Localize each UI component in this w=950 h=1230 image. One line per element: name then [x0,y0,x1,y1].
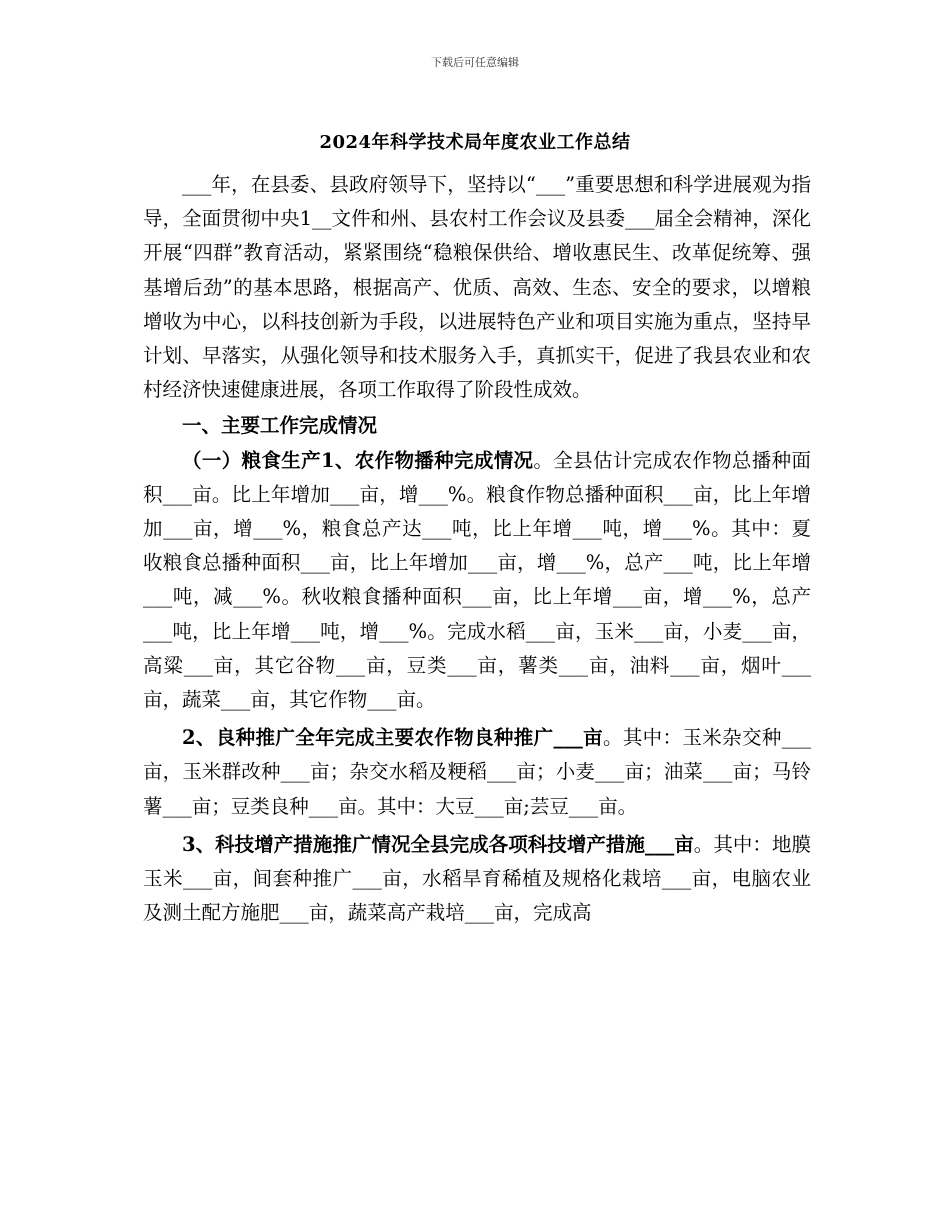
paragraph-lead: （一）粮食生产1、农作物播种完成情况 [182,448,534,472]
paragraph-text: 。其中：地膜玉米___亩，间套种推广___亩，水稻旱育稀植及规格化栽培___亩，电脑农业及测土配方施肥___亩，蔬菜高产栽培___亩，完成高 [143,832,811,925]
paragraph-text: 。其中：玉米杂交种___亩，玉米群改种___亩；杂交水稻及粳稻___亩；小麦___亩；油菜___亩；马铃薯___亩；豆类良种___亩。其中：大豆___亩;芸豆___亩。 [143,726,811,818]
document-body [143,168,811,930]
section-heading: 一、主要工作完成情况 [182,414,378,438]
paragraph-text: 。全县估计完成农作物总播种面积___亩。比上年增加___亩，增___%。粮食作物总播种面积___亩，比上年增加___亩，增___%，粮食总产达___吨，比上年增___吨，增___%。其中：夏收粮食总播种面积___亩，比上年增加___亩，增___%，总产___吨，比上年增___吨，减___%。秋收粮食播种面积___亩，比上年增___亩，增___%，总产___吨，比上年增___吨，增___%。完成水稻___亩，玉米___亩，小麦___亩，高粱___亩，其它谷物___亩，豆类___亩，薯类___亩，油料___亩，烟叶___亩，蔬菜___亩，其它作物___亩。 [143,448,811,712]
paragraph-grain-production [143,444,811,718]
paragraph-lead: 3、科技增产措施推广情况全县完成各项科技增产措施___亩 [182,832,694,856]
paragraph-lead: 2、良种推广全年完成主要农作物良种推广___亩 [182,726,603,750]
intro-paragraph: ___年，在县委、县政府领导下，坚持以“___”重要思想和科学进展观为指导，全面贯彻中央1__文件和州、县农村工作会议及县委___届全会精神，深化开展“四群”教育活动，紧紧围绕“稳粮保供给、增收惠民生、改革促统筹、强基增后劲”的基本思路，根据高产、优质、高效、生态、安全的要求，以增粮增收为中心，以科技创新为手段，以进展特色产业和项目实施为重点，坚持早计划、早落实，从强化领导和技术服务入手，真抓实干，促进了我县农业和农村经济快速健康进展，各项工作取得了阶段性成效。 [143,173,811,402]
header-note: 下载后可任意编辑 [431,56,519,69]
document-title: 2024年科学技术局年度农业工作总结 [319,132,631,153]
paragraph-tech-measures [143,828,811,931]
paragraph-seed-promotion [143,721,811,824]
